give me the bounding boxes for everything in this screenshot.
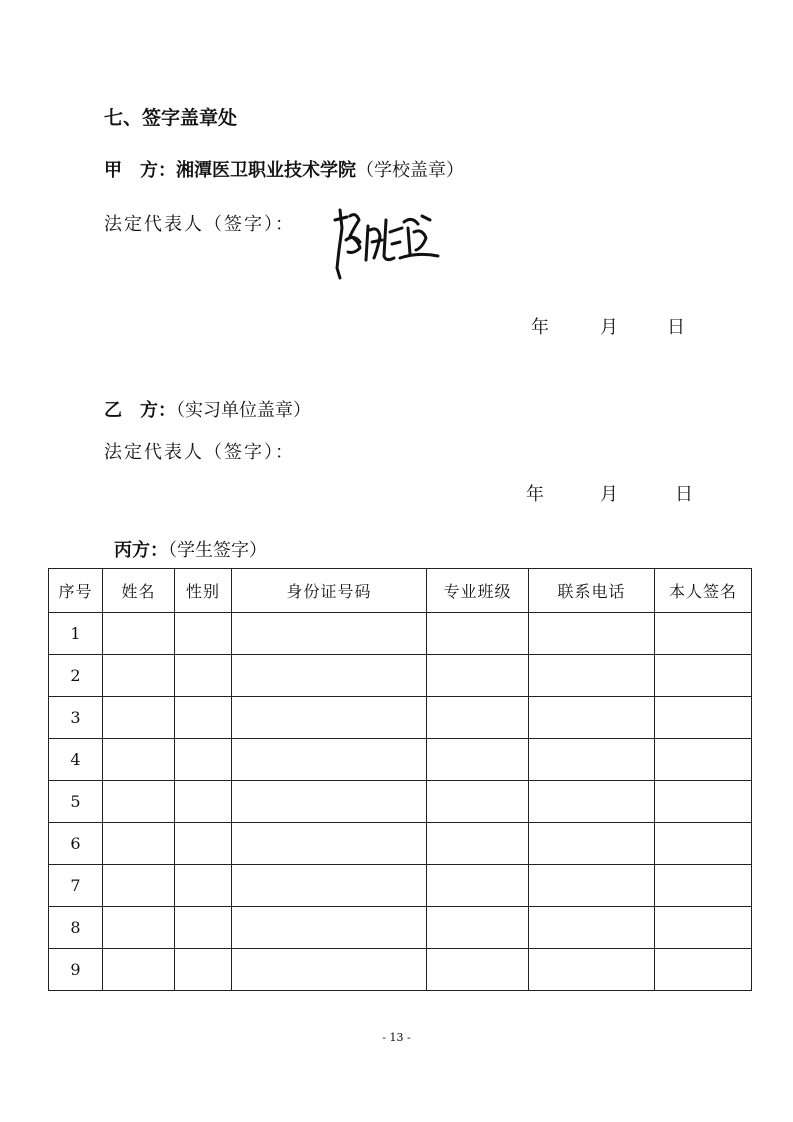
- cell-name[interactable]: [103, 655, 175, 697]
- cell-major-class[interactable]: [427, 949, 529, 991]
- cell-signature[interactable]: [655, 697, 752, 739]
- header-index: 序号: [49, 569, 103, 613]
- cell-signature[interactable]: [655, 865, 752, 907]
- cell-phone[interactable]: [529, 655, 655, 697]
- cell-index: 1: [49, 613, 103, 655]
- party-a-line: [104, 156, 464, 182]
- cell-id-number[interactable]: [232, 823, 427, 865]
- party-b-rep-label: 法定代表人（签字）：: [104, 442, 295, 463]
- header-name: 姓名: [103, 569, 175, 613]
- cell-signature[interactable]: [655, 613, 752, 655]
- header-phone: 联系电话: [529, 569, 655, 613]
- party-a-rep-label: 法定代表人（签字）：: [104, 214, 295, 235]
- header-signature: 本人签名: [655, 569, 752, 613]
- cell-id-number[interactable]: [232, 907, 427, 949]
- cell-major-class[interactable]: [427, 823, 529, 865]
- cell-gender[interactable]: [175, 655, 232, 697]
- table-row: [49, 739, 752, 781]
- table-row: [49, 613, 752, 655]
- cell-signature[interactable]: [655, 655, 752, 697]
- party-b-date-day: 日: [675, 484, 693, 505]
- cell-major-class[interactable]: [427, 655, 529, 697]
- cell-signature[interactable]: [655, 781, 752, 823]
- cell-gender[interactable]: [175, 781, 232, 823]
- cell-index: 7: [49, 865, 103, 907]
- cell-signature[interactable]: [655, 739, 752, 781]
- table-row: [49, 655, 752, 697]
- cell-major-class[interactable]: [427, 781, 529, 823]
- party-a-date-month: 月: [600, 317, 618, 338]
- cell-index: 6: [49, 823, 103, 865]
- cell-gender[interactable]: [175, 697, 232, 739]
- cell-phone[interactable]: [529, 697, 655, 739]
- cell-phone[interactable]: [529, 823, 655, 865]
- cell-signature[interactable]: [655, 907, 752, 949]
- party-a-stamp-note: （学校盖章）: [356, 160, 464, 181]
- table-row: [49, 949, 752, 991]
- header-major-class: 专业班级: [427, 569, 529, 613]
- party-c-label: 丙方：: [114, 540, 168, 561]
- cell-gender[interactable]: [175, 823, 232, 865]
- party-a-signature: [326, 198, 451, 283]
- table-row: [49, 865, 752, 907]
- party-a-name: 湘潭医卫职业技术学院: [176, 160, 356, 181]
- cell-phone[interactable]: [529, 739, 655, 781]
- table-row: [49, 907, 752, 949]
- cell-gender[interactable]: [175, 613, 232, 655]
- cell-major-class[interactable]: [427, 739, 529, 781]
- cell-id-number[interactable]: [232, 655, 427, 697]
- cell-major-class[interactable]: [427, 613, 529, 655]
- cell-name[interactable]: [103, 613, 175, 655]
- party-b-date-month: 月: [600, 484, 618, 505]
- cell-major-class[interactable]: [427, 865, 529, 907]
- cell-index: 8: [49, 907, 103, 949]
- cell-phone[interactable]: [529, 865, 655, 907]
- cell-index: 4: [49, 739, 103, 781]
- cell-major-class[interactable]: [427, 697, 529, 739]
- cell-gender[interactable]: [175, 949, 232, 991]
- cell-name[interactable]: [103, 907, 175, 949]
- header-id-number: 身份证号码: [232, 569, 427, 613]
- party-b-date-year: 年: [526, 484, 544, 505]
- table-header-row: [49, 569, 752, 613]
- cell-gender[interactable]: [175, 907, 232, 949]
- party-b-label: 乙 方：: [104, 400, 176, 421]
- cell-major-class[interactable]: [427, 907, 529, 949]
- cell-phone[interactable]: [529, 907, 655, 949]
- cell-name[interactable]: [103, 697, 175, 739]
- party-b-stamp-note: （实习单位盖章）: [176, 400, 311, 421]
- party-a-date-day: 日: [667, 317, 685, 338]
- cell-index: 3: [49, 697, 103, 739]
- table-row: [49, 697, 752, 739]
- student-signature-table: [48, 568, 752, 991]
- party-b-line: [104, 396, 311, 422]
- table-row: [49, 823, 752, 865]
- table-row: [49, 781, 752, 823]
- cell-name[interactable]: [103, 781, 175, 823]
- cell-id-number[interactable]: [232, 697, 427, 739]
- cell-name[interactable]: [103, 865, 175, 907]
- cell-phone[interactable]: [529, 613, 655, 655]
- section-title: 七、签字盖章处: [104, 107, 238, 129]
- party-c-note: （学生签字）: [168, 540, 267, 561]
- party-a-label: 甲 方：: [104, 160, 176, 181]
- cell-signature[interactable]: [655, 823, 752, 865]
- party-c-line: [114, 536, 267, 562]
- cell-name[interactable]: [103, 949, 175, 991]
- party-a-date-year: 年: [531, 317, 549, 338]
- cell-phone[interactable]: [529, 781, 655, 823]
- cell-gender[interactable]: [175, 739, 232, 781]
- table-body: [49, 613, 752, 991]
- page-number: - 13 -: [382, 1031, 411, 1044]
- header-gender: 性别: [175, 569, 232, 613]
- cell-signature[interactable]: [655, 949, 752, 991]
- cell-name[interactable]: [103, 739, 175, 781]
- cell-id-number[interactable]: [232, 865, 427, 907]
- cell-id-number[interactable]: [232, 739, 427, 781]
- cell-gender[interactable]: [175, 865, 232, 907]
- cell-id-number[interactable]: [232, 949, 427, 991]
- cell-index: 5: [49, 781, 103, 823]
- cell-id-number[interactable]: [232, 781, 427, 823]
- cell-phone[interactable]: [529, 949, 655, 991]
- cell-index: 2: [49, 655, 103, 697]
- cell-index: 9: [49, 949, 103, 991]
- cell-id-number[interactable]: [232, 613, 427, 655]
- cell-name[interactable]: [103, 823, 175, 865]
